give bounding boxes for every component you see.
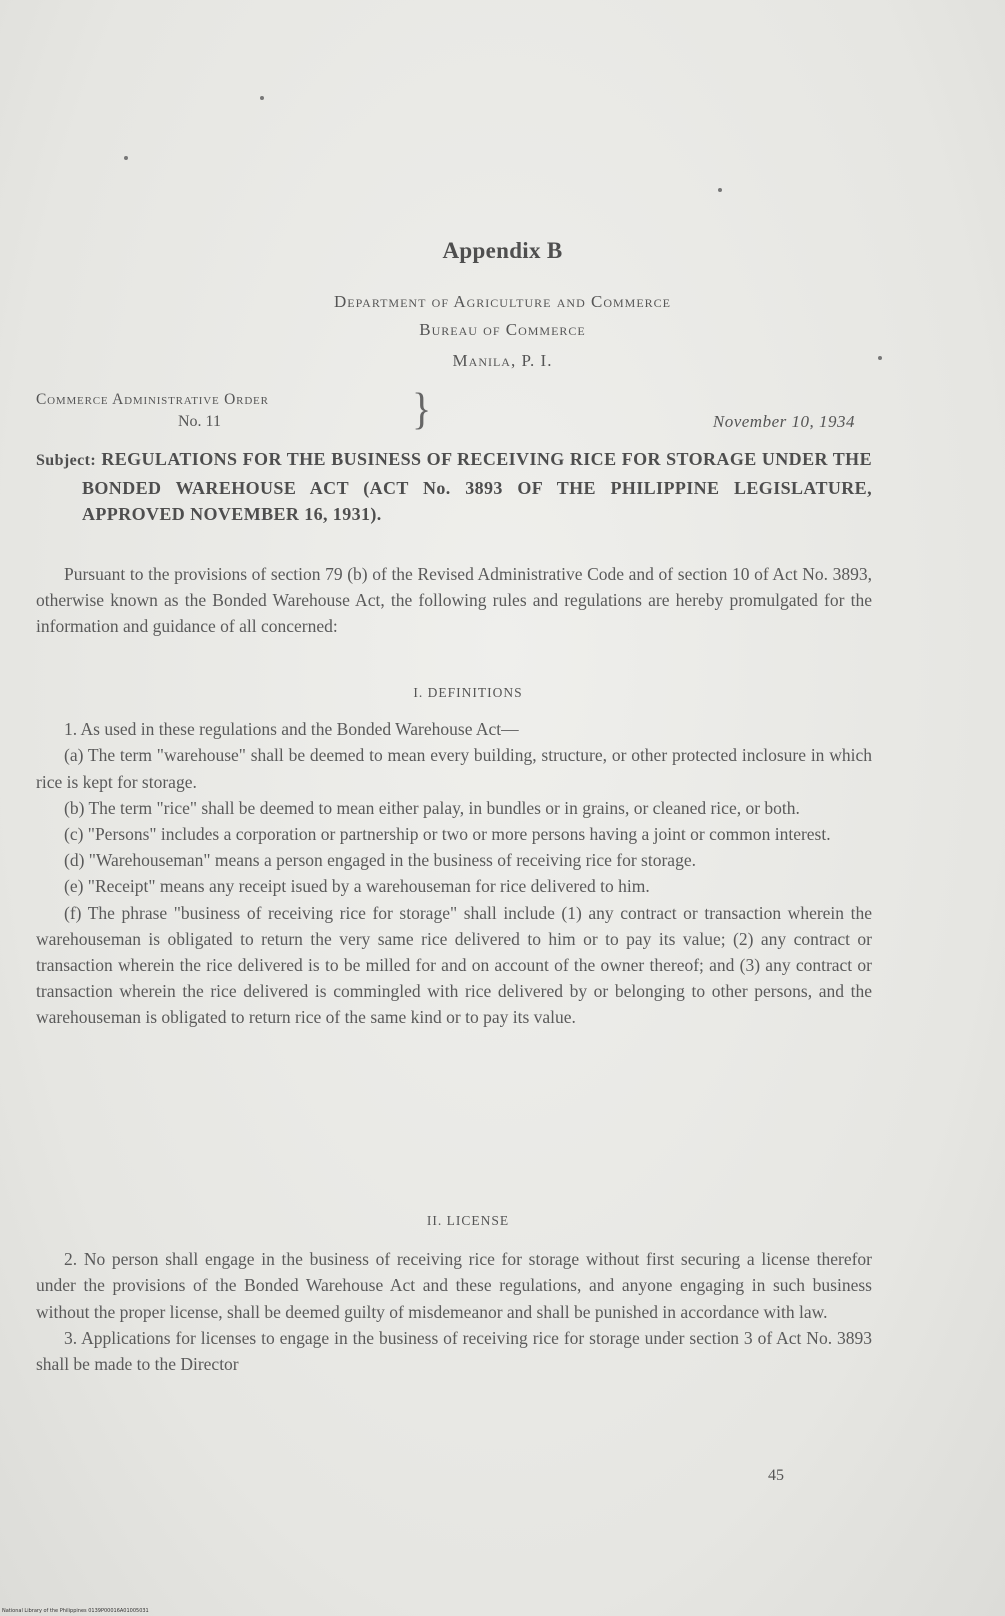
place-heading: Manila, P. I.: [452, 351, 553, 370]
subject-label: Subject:: [36, 452, 97, 469]
order-date: November 10, 1934: [712, 412, 855, 431]
bureau-heading: Bureau of Commerce: [419, 320, 586, 339]
intro-block: [36, 561, 872, 640]
paragraph: (c) "Persons" includes a corporation or partnership or two or more persons having a joint or common interest.: [64, 824, 831, 845]
scan-speck: [124, 156, 128, 160]
brace-mark: }: [412, 383, 432, 434]
paragraph: (e) "Receipt" means any receipt isued by a warehouseman for rice delivered to him.: [64, 876, 650, 897]
paragraph: (f) The phrase "business of receiving rice for storage" shall include (1) any contract or transaction wherein the warehouseman is obligated to return the very same rice delivered to him or to pay its value; (2) any contract or transaction wherein the rice delivered is to be milled for and on account of the owner thereof; and (3) any contract or transaction wherein the rice delivered is commingled with rice delivered by or belonging to other persons, and the warehouseman is obligated to return rice of the same kind or to pay its value.: [36, 902, 872, 1028]
order-type: Commerce Administrative Order: [36, 391, 269, 408]
subject-text: REGULATIONS FOR THE BUSINESS OF RECEIVING RICE FOR STORAGE UNDER THE BONDED WAREHOUSE ACT (ACT No. 3893 OF THE PHILIPPINE LEGISLATURE, APPROVED NOVEMBER 16, 1931).: [82, 449, 872, 524]
paragraph: (d) "Warehouseman" means a person engaged in the business of receiving rice for storage.: [64, 850, 696, 871]
section-heading: I. DEFINITIONS: [413, 685, 523, 700]
scan-footer: National Library of the Philippines 0139P00016A01005031: [2, 1608, 149, 1614]
appendix-title: Appendix B: [442, 238, 563, 263]
paragraph: 3. Applications for licenses to engage in the business of receiving rice for storage under section 3 of Act No. 3893 shall be made to the Director: [36, 1327, 872, 1375]
order-reference: [36, 391, 269, 431]
paragraph: 2. No person shall engage in the business of receiving rice for storage without first securing a license therefor under the provisions of the Bonded Warehouse Act and these regulations, and anyone engaging in such business without the proper license, shall be deemed guilty of misdemeanor and shall be punished in accordance with law.: [36, 1249, 872, 1322]
scan-speck: [260, 96, 264, 100]
section-heading: II. LICENSE: [426, 1213, 510, 1228]
subject-block: [36, 446, 872, 528]
section-license: [36, 1208, 872, 1377]
department-heading: Department of Agriculture and Commerce: [333, 292, 672, 311]
section-definitions: [36, 680, 872, 1031]
order-number: No. 11: [178, 413, 221, 430]
paragraph: (a) The term "warehouse" shall be deemed to mean every building, structure, or other protected inclosure in which rice is kept for storage.: [36, 745, 872, 792]
scan-speck: [718, 188, 722, 192]
intro-paragraph: Pursuant to the provisions of section 79 (b) of the Revised Administrative Code and of section 10 of Act No. 3893, otherwise known as the Bonded Warehouse Act, the following rules and regulations are hereby promulgated for the information and guidance of all concerned:: [36, 564, 872, 637]
page-number: 45: [768, 1467, 784, 1484]
paragraph: 1. As used in these regulations and the Bonded Warehouse Act—: [64, 719, 519, 740]
paragraph: (b) The term "rice" shall be deemed to mean either palay, in bundles or in grains, or cleaned rice, or both.: [64, 797, 800, 818]
